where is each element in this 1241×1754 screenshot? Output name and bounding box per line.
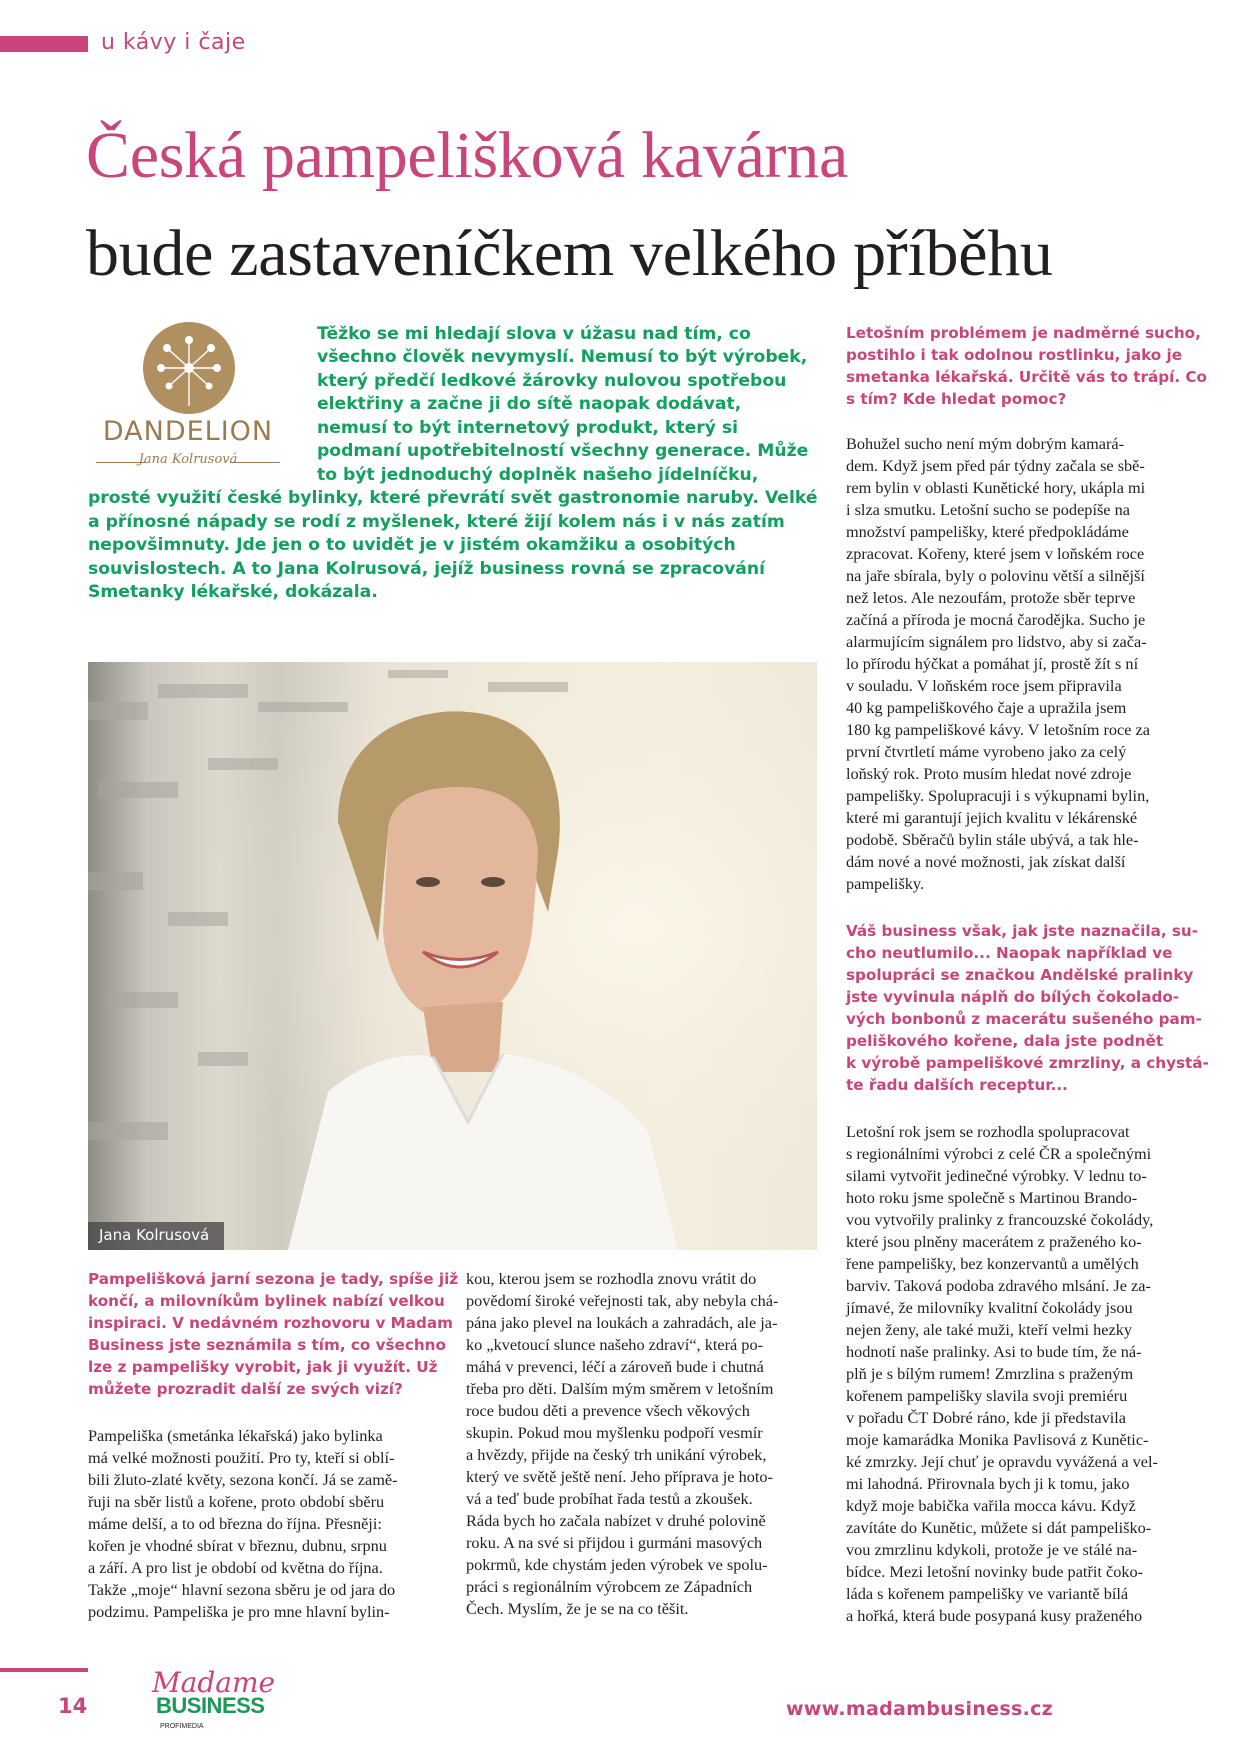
question-line: jste vyvinula náplň do bílých čokolado- xyxy=(846,988,1180,1006)
body-line: když moje babička vařila mocca kávu. Když xyxy=(846,1496,1136,1515)
body-line: na jaře sbírala, byly o polovinu větší a silnější xyxy=(846,566,1145,585)
website-link[interactable]: www.madambusiness.cz xyxy=(786,1698,1054,1720)
body-line: má velké možnosti použití. Pro ty, kteří si oblí- xyxy=(88,1448,395,1467)
body-line: i slza smutku. Letošní sucho se podepíše na xyxy=(846,500,1130,519)
body-line: silami vytvořit jedinečné výrobky. V lednu to- xyxy=(846,1166,1147,1185)
body-line: Letošní rok jsem se rozhodla spolupracovat xyxy=(846,1122,1130,1141)
body-line: máme delší, a to od března do října. Přesněji: xyxy=(88,1514,382,1533)
body-line: zavítáte do Kunětic, můžete si dát pampeliško- xyxy=(846,1518,1152,1537)
question-line: cho neutlumilo... Naopak například ve xyxy=(846,944,1173,962)
body-line: barviv. Taková podoba zdravého mlsání. Je za- xyxy=(846,1276,1151,1295)
body-line: 40 kg pampeliškového čaje a upražila jsem xyxy=(846,698,1127,717)
body-line: hodnotí naše pralinky. Asi to bude tím, že ná- xyxy=(846,1342,1142,1361)
body-line: nejen ženy, ale také muži, kteří velmi hezky xyxy=(846,1320,1133,1339)
body-line: a hvězdy, přijde na český trh unikání výrobek, xyxy=(466,1445,767,1464)
question-line: vých bonbonů z macerátu sušeného pam- xyxy=(846,1010,1202,1028)
body-line: v souladu. V loňském roce jsem připravila xyxy=(846,676,1122,695)
footer-color-bar xyxy=(0,1668,88,1672)
body-line: množství pampelišky, které předpokládáme xyxy=(846,522,1129,541)
intro-line: podmaní upotřebitelností všechny generace. Může xyxy=(317,441,809,461)
body-line: a září. A pro list je období od května do října. xyxy=(88,1558,383,1577)
magazine-logo-sub: PROFIMEDIA xyxy=(160,1723,204,1730)
question-line: postihlo i tak odolnou rostlinku, jako je xyxy=(846,346,1183,364)
logo-wordmark: DANDELION xyxy=(102,416,274,447)
body-line: lo přírodu hýčkat a pomáhat jí, prostě žít s ní xyxy=(846,654,1139,673)
section-label: u kávy i čaje xyxy=(101,30,246,55)
intro-line: Těžko se mi hledají slova v úžasu nad tím, co xyxy=(317,324,751,344)
intro-line: souvislostech. A to Jana Kolrusová, jejíž business rovná se zpracování xyxy=(88,559,766,579)
body-line: láda s kořenem pampelišky ve variantě bílá xyxy=(846,1584,1129,1603)
question-line: inspiraci. V nedávném rozhovoru v Madam xyxy=(88,1314,453,1332)
body-line: povědomí široké veřejnosti tak, aby nebyla chá- xyxy=(466,1291,779,1310)
body-line: alarmujícím signálem pro lidstvo, aby si zača- xyxy=(846,632,1147,651)
body-line: ké zmrzky. Její chuť je opravdu vyvážená a vel- xyxy=(846,1452,1158,1471)
body-line: zpracovat. Kořeny, které jsem v loňském roce xyxy=(846,544,1145,563)
body-line: Pampeliška (smetánka lékařská) jako bylinka xyxy=(88,1426,383,1445)
body-line: první čtvrtletí máme vyrobeno jako za celý xyxy=(846,742,1127,761)
body-line: bídce. Mezi letošní novinky bude patřit čoko- xyxy=(846,1562,1144,1581)
logo-signature: Jana Kolrusová xyxy=(138,452,238,467)
body-line: které jsou plněny macerátem z praženého ko- xyxy=(846,1232,1142,1251)
body-line: pána jako plevel na loukách a zahradách, ale ja- xyxy=(466,1313,778,1332)
body-line: vou zmrzlinu kdykoli, protože je ve stálé na- xyxy=(846,1540,1138,1559)
question-line: Business jste seznámila s tím, co všechno xyxy=(88,1336,446,1354)
body-line: kořen je vhodné sbírat v březnu, dubnu, srpnu xyxy=(88,1536,387,1555)
body-line: jímavé, že milovníky kvalitní čokolády jsou xyxy=(846,1298,1133,1317)
body-line: které mi garantují jejich kvalitu v lékárenské xyxy=(846,808,1138,827)
body-line: skupin. Pokud mou myšlenku podpoří vesmír xyxy=(466,1423,763,1442)
body-line: práci s regionálním výrobcem ze Západních xyxy=(466,1577,753,1596)
body-line: rem bylin v oblasti Kunětické hory, ukápla mi xyxy=(846,478,1146,497)
body-line: pampelišky. Spolupracuji i s výkupnami bylin, xyxy=(846,786,1150,805)
body-line: řene pampelišky, bez konzervantů a umělých xyxy=(846,1254,1139,1273)
question-line: peliškového kořene, dala jste podnět xyxy=(846,1032,1164,1050)
body-line: Čech. Myslím, že je se na co těšit. xyxy=(466,1599,689,1618)
body-line: mi lahodná. Přirovnala bych ji k tomu, jako xyxy=(846,1474,1130,1493)
body-line: plň je s bílým rumem! Zmrzlina s praženým xyxy=(846,1364,1134,1383)
body-line: podobě. Sběračů bylin stále ubývá, a tak hle- xyxy=(846,830,1139,849)
intro-line: který předčí ledkové žárovky nulovou spotřebou xyxy=(317,371,787,391)
body-line: hoto roku jsme společně s Martinou Brando- xyxy=(846,1188,1138,1207)
body-line: a hořká, která bude posypaná kusy praženého xyxy=(846,1606,1143,1625)
photo-caption: Jana Kolrusová xyxy=(99,1226,210,1244)
body-line: vá a teď bude probíhat řada testů a zkoušek. xyxy=(466,1489,753,1508)
body-line: kou, kterou jsem se rozhodla znovu vrátit do xyxy=(466,1269,757,1288)
question-line: spolupráci se značkou Andělské pralinky xyxy=(846,966,1194,984)
body-line: s regionálními výrobci z celé ČR a společnými xyxy=(846,1144,1152,1163)
intro-line: a přínosné nápady se rodí z myšlenek, které žijí kolem nás i v nás zatím xyxy=(88,512,785,532)
question-line: k výrobě pampeliškové zmrzliny, a chystá- xyxy=(846,1054,1209,1072)
question-line: Letošním problémem je nadměrné sucho, xyxy=(846,324,1201,342)
body-line: který ve světě ještě není. Jeho příprava je hoto- xyxy=(466,1467,773,1486)
body-line: v pořadu ČT Dobré ráno, kde ji představila xyxy=(846,1408,1127,1427)
question-line: Váš business však, jak jste naznačila, su- xyxy=(846,922,1199,940)
body-line: dem. Když jsem před pár týdny začala se sbě- xyxy=(846,456,1145,475)
body-line: řuji na sběr listů a kořene, proto období sběru xyxy=(88,1492,385,1511)
intro-line: Smetanky lékařské, dokázala. xyxy=(88,582,378,602)
intro-line: elektřiny a začne ji do sítě naopak dodávat, xyxy=(317,394,742,414)
question-line: můžete prozradit další ze svých vizí? xyxy=(88,1380,403,1398)
body-line: než letos. Ale nezoufám, protože sběr teprve xyxy=(846,588,1136,607)
body-line: vou vytvořily pralinky z francouzské čokolády, xyxy=(846,1210,1154,1229)
page-number: 14 xyxy=(58,1694,88,1718)
question-line: smetanka lékařská. Určitě vás to trápí. Co xyxy=(846,368,1207,386)
body-line: roku. A na své si přijdou i gurmáni masových xyxy=(466,1533,763,1552)
body-line: dám nové a nové možnosti, jak získat další xyxy=(846,852,1126,871)
body-line: třeba pro děti. Dalším mým směrem v letošním xyxy=(466,1379,774,1398)
body-line: kořenem pampelišky slavila svoji premiéru xyxy=(846,1386,1128,1405)
intro-line: prosté využití české bylinky, které převrátí svět gastronomie naruby. Velké xyxy=(88,488,818,508)
body-line: máhá v prevenci, léčí a zároveň bude i chutná xyxy=(466,1357,764,1376)
body-line: bili žluto-zlaté květy, sezona končí. Já se zamě- xyxy=(88,1470,398,1489)
body-line: loňský rok. Proto musím hledat nové zdroje xyxy=(846,764,1132,783)
body-line: 180 kg pampeliškové kávy. V letošním roce za xyxy=(846,720,1151,739)
body-line: moje kamarádka Monika Pavlisová z Kunětic- xyxy=(846,1430,1149,1449)
question-line: lze z pampelišky vyrobit, jak ji využít. Už xyxy=(88,1358,438,1376)
question-line: Pampelišková jarní sezona je tady, spíše již xyxy=(88,1270,459,1288)
intro-line: to být jednoduchý doplněk našeho jídelníčku, xyxy=(317,465,759,485)
body-line: pampelišky. xyxy=(846,874,925,893)
question-line: končí, a milovníkům bylinek nabízí velkou xyxy=(88,1292,445,1310)
body-line: roce budou děti a prevence všech věkových xyxy=(466,1401,750,1420)
body-line: začíná a příroda je mocná čarodějka. Sucho je xyxy=(846,610,1146,629)
headline-line-1: Česká pampelišková kavárna xyxy=(86,119,848,192)
body-line: Bohužel sucho není mým dobrým kamará- xyxy=(846,434,1125,453)
question-line: s tím? Kde hledat pomoc? xyxy=(846,390,1067,408)
magazine-logo-script: Madame xyxy=(152,1666,276,1699)
body-line: ko „kvetoucí slunce našeho zdraví“, která po- xyxy=(466,1335,764,1354)
body-line: pokrmů, kde chystám jeden výrobek ve spolu- xyxy=(466,1555,768,1574)
question-line: te řadu dalších receptur... xyxy=(846,1076,1068,1094)
intro-line: nepovšimnuty. Jde jen o to uvidět je v jistém okamžiku a osobitých xyxy=(88,535,736,555)
headline-line-2: bude zastaveníčkem velkého příběhu xyxy=(86,217,1053,290)
intro-line: nemusí to být internetový produkt, který si xyxy=(317,418,739,438)
intro-line: všechno člověk nevymyslí. Nemusí to být výrobek, xyxy=(317,347,808,367)
body-line: Ráda bych ho začala nabízet v druhé polovině xyxy=(466,1511,766,1530)
body-line: Takže „moje“ hlavní sezona sběru je od jara do xyxy=(88,1580,396,1599)
magazine-logo-word: BUSINESS xyxy=(156,1693,265,1718)
body-line: podzimu. Pampeliška je pro mne hlavní bylin- xyxy=(88,1602,390,1621)
